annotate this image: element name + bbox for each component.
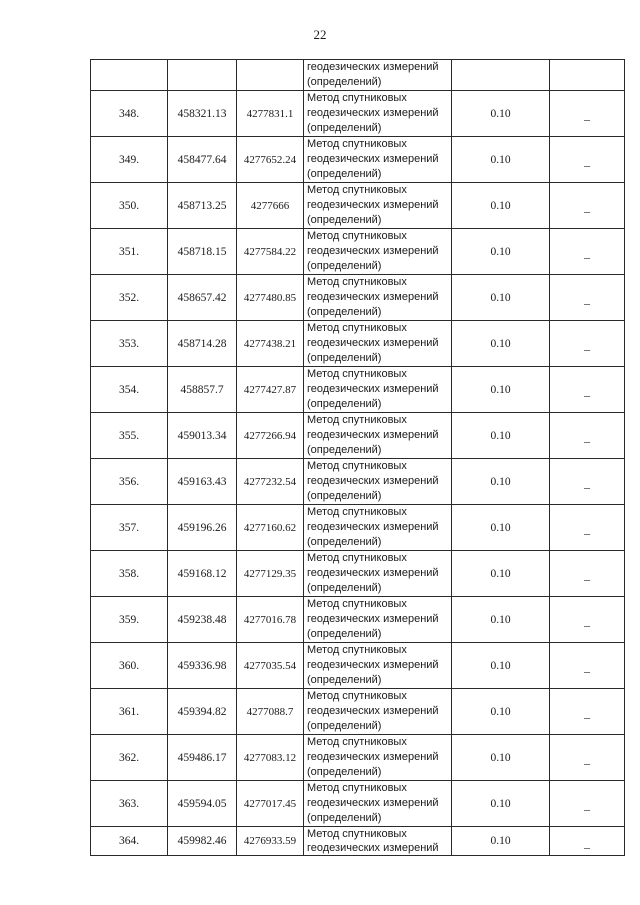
x-coordinate-cell: 458321.13 xyxy=(168,91,237,137)
error-cell: 0.10 xyxy=(452,551,550,597)
method-line: геодезических измерений xyxy=(307,199,439,211)
method-line: Метод спутниковых xyxy=(307,644,407,656)
method-line: Метод спутниковых xyxy=(307,368,407,380)
error-cell: 0.10 xyxy=(452,643,550,689)
method-line: Метод спутниковых xyxy=(307,460,407,472)
method-cell xyxy=(304,597,452,643)
method-line: Метод спутниковых xyxy=(307,782,407,794)
description-dash: – xyxy=(584,158,590,172)
method-cell xyxy=(304,229,452,275)
x-coordinate-cell: 459163.43 xyxy=(168,459,237,505)
y-coordinate-cell: 4277438.21 xyxy=(237,321,304,367)
table-row xyxy=(91,689,625,735)
y-coordinate-cell xyxy=(237,60,304,91)
x-coordinate-cell: 458713.25 xyxy=(168,183,237,229)
description-cell xyxy=(550,597,625,643)
point-number-cell: 355. xyxy=(91,413,168,459)
method-line: геодезических измерений xyxy=(307,842,439,854)
table-row xyxy=(91,229,625,275)
description-cell xyxy=(550,735,625,781)
error-cell: 0.10 xyxy=(452,367,550,413)
point-number-cell: 357. xyxy=(91,505,168,551)
continuation-row xyxy=(91,60,625,91)
method-cell xyxy=(304,91,452,137)
method-line: геодезических измерений xyxy=(307,705,439,717)
method-line: (определений) xyxy=(307,214,382,226)
method-line: геодезических измерений xyxy=(307,337,439,349)
error-cell xyxy=(452,60,550,91)
table-row xyxy=(91,735,625,781)
description-dash: – xyxy=(584,526,590,540)
method-line: Метод спутниковых xyxy=(307,506,407,518)
table-row xyxy=(91,459,625,505)
table-row xyxy=(91,137,625,183)
method-cell xyxy=(304,367,452,413)
point-number-cell: 358. xyxy=(91,551,168,597)
method-line: (определений) xyxy=(307,76,382,88)
error-cell: 0.10 xyxy=(452,413,550,459)
y-coordinate-cell: 4277129.35 xyxy=(237,551,304,597)
error-cell: 0.10 xyxy=(452,827,550,856)
error-cell: 0.10 xyxy=(452,229,550,275)
table-row xyxy=(91,275,625,321)
y-coordinate-cell: 4277831.1 xyxy=(237,91,304,137)
error-cell: 0.10 xyxy=(452,781,550,827)
description-cell xyxy=(550,137,625,183)
method-line: (определений) xyxy=(307,674,382,686)
x-coordinate-cell: 458718.15 xyxy=(168,229,237,275)
y-coordinate-cell: 4277266.94 xyxy=(237,413,304,459)
y-coordinate-cell: 4277232.54 xyxy=(237,459,304,505)
point-number-cell: 361. xyxy=(91,689,168,735)
description-dash: – xyxy=(584,480,590,494)
y-coordinate-cell: 4277584.22 xyxy=(237,229,304,275)
description-cell xyxy=(550,643,625,689)
method-line: геодезических измерений xyxy=(307,429,439,441)
description-dash: – xyxy=(584,802,590,816)
error-cell: 0.10 xyxy=(452,91,550,137)
coordinates-table xyxy=(90,59,625,856)
table-row xyxy=(91,321,625,367)
method-line: геодезических измерений xyxy=(307,107,439,119)
method-line: (определений) xyxy=(307,490,382,502)
method-line: (определений) xyxy=(307,720,382,732)
description-cell xyxy=(550,505,625,551)
method-line: Метод спутниковых xyxy=(307,414,407,426)
x-coordinate-cell: 458477.64 xyxy=(168,137,237,183)
x-coordinate-cell: 459238.48 xyxy=(168,597,237,643)
description-cell xyxy=(550,229,625,275)
table-row xyxy=(91,183,625,229)
method-line: геодезических измерений xyxy=(307,659,439,671)
point-number-cell: 351. xyxy=(91,229,168,275)
table-body xyxy=(91,60,625,856)
x-coordinate-cell: 459982.46 xyxy=(168,827,237,856)
method-cell xyxy=(304,60,452,91)
description-cell xyxy=(550,551,625,597)
point-number-cell: 359. xyxy=(91,597,168,643)
table-row xyxy=(91,367,625,413)
point-number-cell: 362. xyxy=(91,735,168,781)
method-line: Метод спутниковых xyxy=(307,552,407,564)
error-cell: 0.10 xyxy=(452,275,550,321)
y-coordinate-cell: 4277016.78 xyxy=(237,597,304,643)
method-cell xyxy=(304,735,452,781)
table-row xyxy=(91,91,625,137)
method-line: (определений) xyxy=(307,766,382,778)
method-cell xyxy=(304,413,452,459)
error-cell: 0.10 xyxy=(452,321,550,367)
description-cell xyxy=(550,183,625,229)
point-number-cell: 352. xyxy=(91,275,168,321)
description-dash: – xyxy=(584,572,590,586)
method-cell xyxy=(304,459,452,505)
method-line: геодезических измерений xyxy=(307,613,439,625)
description-dash: – xyxy=(584,296,590,310)
y-coordinate-cell: 4277652.24 xyxy=(237,137,304,183)
y-coordinate-cell: 4277088.7 xyxy=(237,689,304,735)
method-line: Метод спутниковых xyxy=(307,736,407,748)
table-row xyxy=(91,827,625,856)
point-number-cell xyxy=(91,60,168,91)
method-line: (определений) xyxy=(307,444,382,456)
point-number-cell: 360. xyxy=(91,643,168,689)
description-cell xyxy=(550,459,625,505)
method-line: Метод спутниковых xyxy=(307,138,407,150)
x-coordinate-cell: 458714.28 xyxy=(168,321,237,367)
description-dash: – xyxy=(584,388,590,402)
x-coordinate-cell: 459336.98 xyxy=(168,643,237,689)
description-cell xyxy=(550,367,625,413)
y-coordinate-cell: 4277017.45 xyxy=(237,781,304,827)
error-cell: 0.10 xyxy=(452,137,550,183)
point-number-cell: 349. xyxy=(91,137,168,183)
y-coordinate-cell: 4277160.62 xyxy=(237,505,304,551)
x-coordinate-cell: 459196.26 xyxy=(168,505,237,551)
table-row xyxy=(91,597,625,643)
description-dash: – xyxy=(584,250,590,264)
method-line: геодезических измерений xyxy=(307,475,439,487)
description-dash: – xyxy=(584,342,590,356)
page-number: 22 xyxy=(313,27,327,42)
method-cell xyxy=(304,689,452,735)
point-number-cell: 354. xyxy=(91,367,168,413)
method-cell xyxy=(304,321,452,367)
method-line: геодезических измерений xyxy=(307,383,439,395)
description-cell xyxy=(550,60,625,91)
method-line: Метод спутниковых xyxy=(307,276,407,288)
method-line: геодезических измерений xyxy=(307,153,439,165)
method-line: Метод спутниковых xyxy=(307,598,407,610)
x-coordinate-cell: 459013.34 xyxy=(168,413,237,459)
method-line: (определений) xyxy=(307,352,382,364)
description-dash: – xyxy=(584,204,590,218)
point-number-cell: 348. xyxy=(91,91,168,137)
method-line: геодезических измерений xyxy=(307,521,439,533)
x-coordinate-cell xyxy=(168,60,237,91)
description-dash: – xyxy=(584,664,590,678)
table-row xyxy=(91,413,625,459)
method-line: (определений) xyxy=(307,122,382,134)
y-coordinate-cell: 4277427.87 xyxy=(237,367,304,413)
error-cell: 0.10 xyxy=(452,459,550,505)
method-cell xyxy=(304,551,452,597)
method-line: геодезических измерений xyxy=(307,291,439,303)
method-line: (определений) xyxy=(307,398,382,410)
error-cell: 0.10 xyxy=(452,597,550,643)
method-line: (определений) xyxy=(307,812,382,824)
error-cell: 0.10 xyxy=(452,689,550,735)
y-coordinate-cell: 4277666 xyxy=(237,183,304,229)
method-line: Метод спутниковых xyxy=(307,92,407,104)
description-dash: – xyxy=(584,112,590,126)
method-line: (определений) xyxy=(307,628,382,640)
method-line: геодезических измерений xyxy=(307,797,439,809)
description-cell xyxy=(550,689,625,735)
method-line: Метод спутниковых xyxy=(307,230,407,242)
table-row xyxy=(91,643,625,689)
x-coordinate-cell: 459486.17 xyxy=(168,735,237,781)
method-line: геодезических измерений xyxy=(307,245,439,257)
x-coordinate-cell: 459394.82 xyxy=(168,689,237,735)
description-cell xyxy=(550,321,625,367)
y-coordinate-cell: 4277035.54 xyxy=(237,643,304,689)
method-cell xyxy=(304,643,452,689)
description-dash: – xyxy=(584,710,590,724)
method-line: Метод спутниковых xyxy=(307,828,407,840)
method-cell xyxy=(304,827,452,856)
point-number-cell: 353. xyxy=(91,321,168,367)
x-coordinate-cell: 458657.42 xyxy=(168,275,237,321)
x-coordinate-cell: 458857.7 xyxy=(168,367,237,413)
method-line: (определений) xyxy=(307,168,382,180)
description-cell xyxy=(550,275,625,321)
method-line: геодезических измерений xyxy=(307,751,439,763)
point-number-cell: 350. xyxy=(91,183,168,229)
x-coordinate-cell: 459594.05 xyxy=(168,781,237,827)
method-cell xyxy=(304,137,452,183)
point-number-cell: 356. xyxy=(91,459,168,505)
description-cell xyxy=(550,413,625,459)
description-dash: – xyxy=(584,839,590,854)
y-coordinate-cell: 4276933.59 xyxy=(237,827,304,856)
error-cell: 0.10 xyxy=(452,505,550,551)
description-dash: – xyxy=(584,756,590,770)
method-line: Метод спутниковых xyxy=(307,322,407,334)
table-row xyxy=(91,551,625,597)
description-cell xyxy=(550,781,625,827)
method-line: (определений) xyxy=(307,306,382,318)
table-row xyxy=(91,505,625,551)
method-line: (определений) xyxy=(307,582,382,594)
description-dash: – xyxy=(584,618,590,632)
point-number-cell: 363. xyxy=(91,781,168,827)
x-coordinate-cell: 459168.12 xyxy=(168,551,237,597)
y-coordinate-cell: 4277083.12 xyxy=(237,735,304,781)
description-dash: – xyxy=(584,434,590,448)
method-line: (определений) xyxy=(307,536,382,548)
method-cell xyxy=(304,275,452,321)
description-cell xyxy=(550,91,625,137)
method-line: (определений) xyxy=(307,260,382,272)
method-line: Метод спутниковых xyxy=(307,690,407,702)
error-cell: 0.10 xyxy=(452,735,550,781)
y-coordinate-cell: 4277480.85 xyxy=(237,275,304,321)
method-line: Метод спутниковых xyxy=(307,184,407,196)
method-cell xyxy=(304,505,452,551)
method-cell xyxy=(304,781,452,827)
table-row xyxy=(91,781,625,827)
method-cell xyxy=(304,183,452,229)
point-number-cell: 364. xyxy=(91,827,168,856)
error-cell: 0.10 xyxy=(452,183,550,229)
description-cell xyxy=(550,827,625,856)
method-line: геодезических измерений xyxy=(307,567,439,579)
method-line: геодезических измерений xyxy=(307,61,439,73)
